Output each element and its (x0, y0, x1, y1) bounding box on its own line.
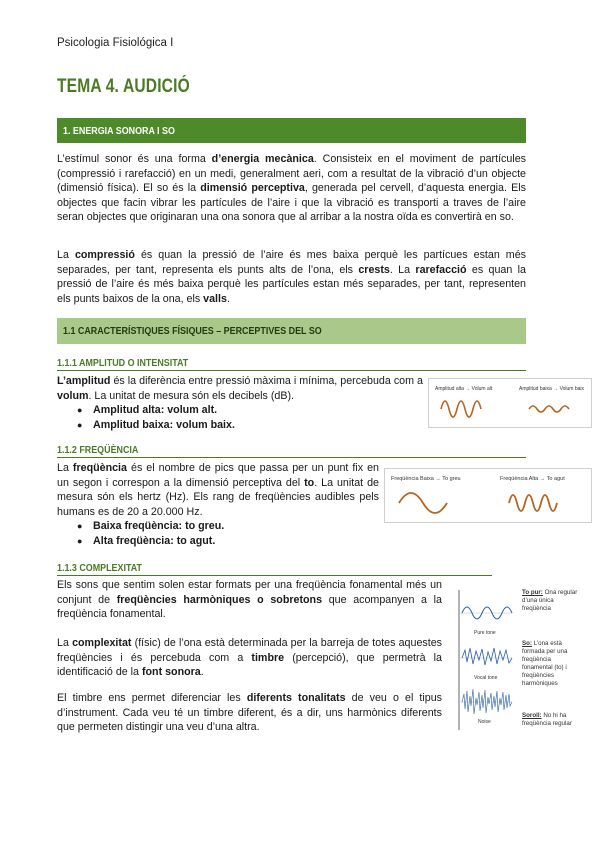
emphasis-text: Baixa freqüència: to greu (93, 520, 222, 532)
text-run: La (57, 249, 75, 261)
text-run: . (221, 520, 225, 532)
emphasis-text: freqüència (72, 462, 127, 474)
emphasis-text: font sonora (141, 666, 201, 678)
text-run: Els sons que sentim solen estar formats per una freqüència fonamental més un conjunt de (57, 579, 442, 606)
figure-label: Amplitud alta → Volum alt (435, 386, 493, 392)
emphasis-text: valls (203, 292, 227, 305)
note-so (522, 640, 582, 688)
text-run: de veu o el tipus d’instrument. Cada veu té un timbre diferent, és a dir, uns harmònics diferents que permeten distingir una veu d’una altra. (57, 692, 442, 733)
note-to-pur (522, 589, 582, 613)
note-text: L’ona està formada per una freqüència fonamental (to) i freqüències harmòniques (522, 640, 568, 687)
note-title: To pur: (522, 589, 543, 596)
text-run: La (57, 462, 73, 474)
text-run: . (200, 666, 204, 678)
figure-label: Freqüència Alta → To agut (500, 476, 565, 482)
emphasis-text: crests (358, 263, 390, 276)
emphasis-text: complexitat (72, 637, 132, 649)
text-run: (percepció), que permetrà la identificació de la (57, 651, 442, 678)
list-item: ● Amplitud alta: volum alt. (57, 403, 423, 418)
text-run: El timbre ens permet diferenciar les (57, 692, 247, 704)
wave-low-frequency-icon (397, 489, 477, 517)
page-title: TEMA 4. AUDICIÓ (57, 76, 190, 97)
text-run: , generada pel cervell, d’aquesta energia. Els objectes que facin vibrar les partícules de l’aire i que la vibració es transporti a traves de l’aire seran objectes que originaran una ona sonora que al arribar a la nostra oïda es convertirà en so. (57, 182, 526, 223)
section-heading-text: 1. ENERGIA SONORA I SO (63, 124, 175, 137)
emphasis-text: compressió (74, 249, 135, 261)
text-run: és el nombre de pics que passa per un punt fix en un segon i correspon a la dimensió perceptiva del (57, 462, 380, 489)
text-run: es quan la pressió de l’aire és més baixa perquè les partícules estan més separades, per tant, representen els punts baixos de la ona, els (57, 263, 526, 305)
note-soroll (522, 712, 582, 728)
emphasis-text: to (304, 476, 315, 489)
text-run: . La unitat de mesura són els hertz (Hz). Els rang de freqüències audibles pels humans es de 20 a 20.000 Hz. (57, 476, 379, 518)
timbre-waves-icon (456, 588, 516, 732)
section-heading-energia (57, 118, 526, 143)
note-title: So: (522, 640, 532, 647)
text-run: (físic) de l’ona està determinada per la barreja de totes aquestes freqüències i és percebuda com a (57, 637, 442, 664)
subheading-text: 1.1.2 FREQÜÈNCIA (57, 444, 139, 456)
emphasis-text: dimensió perceptiva (200, 182, 305, 194)
paragraph-complexitat-2 (57, 636, 442, 680)
emphasis-text: rarefacció (415, 263, 467, 276)
emphasis-text: freqüències harmòniques o sobretons (116, 593, 323, 606)
wave-low-amplitude-icon (527, 401, 587, 417)
text-run: . Consisteix en el moviment de partícules (compressió i rarefacció) en un medi, generalment aeri, com a resultat de la vibració d’un objecte (dimensió física). El so és la (57, 153, 526, 194)
figure-label: Vocal tone (474, 675, 498, 681)
section-heading-caracteristiques (57, 318, 526, 344)
wave-high-amplitude-icon (439, 395, 499, 423)
list-amplitud (57, 403, 423, 432)
emphasis-text: Alta freqüència: to agut (93, 534, 213, 547)
text-run: és quan la pressió de l’aire és mes baixa perquè les partícues estan més separades, per tant, representa els punts alts de l’ona, els (57, 249, 526, 276)
text-run: . La (389, 263, 416, 276)
figure-label: Amplitud baixa → Volum baix (519, 386, 585, 392)
list-item (57, 534, 379, 549)
text-run: La (57, 637, 73, 649)
figure-label: Noise (478, 719, 491, 725)
section-heading-text: 1.1 CARACTERÍSTIQUES FÍSIQUES – PERCEPTIVES DEL SO (63, 325, 322, 337)
subheading-complexitat (57, 561, 492, 576)
text-run: . (226, 292, 230, 305)
note-text: Ona regular d’una única freqüència (522, 589, 578, 612)
note-title: Soroll: (522, 712, 542, 719)
note-text: No hi ha freqüència regular (522, 712, 572, 727)
subheading-frequencia (57, 443, 526, 458)
emphasis-text: timbre (251, 651, 285, 664)
paragraph-complexitat-3 (57, 691, 442, 735)
figure-label: Pure tone (474, 630, 496, 636)
text-run: . (212, 534, 216, 547)
paragraph-energia (57, 152, 526, 225)
paragraph-amplitud (57, 374, 423, 403)
emphasis-text: L’amplitud (57, 375, 111, 387)
text-run: és la diferència entre pressió màxima i mínima, percebuda com a (110, 375, 423, 387)
figure-label: Freqüència Baixa → To greu (391, 476, 461, 482)
amplitude-figure (428, 378, 592, 428)
frequency-figure (384, 468, 592, 523)
course-header: Psicologia Fisiológica I (57, 37, 174, 49)
wave-high-frequency-icon (507, 489, 587, 517)
subheading-amplitud (57, 356, 526, 371)
paragraph-frequencia (57, 461, 379, 519)
list-frequencia (57, 519, 379, 548)
emphasis-text: diferents tonalitats (246, 692, 346, 704)
subheading-text: 1.1.3 COMPLEXITAT (57, 562, 142, 574)
text-run: L’estímul sonor és una forma (57, 153, 212, 165)
paragraph-compressio (57, 248, 526, 306)
subheading-text: 1.1.1 AMPLITUD O INTENSITAT (57, 357, 189, 369)
text-run: . La unitat de mesura són els decibels (dB). (88, 389, 295, 402)
emphasis-text: volum (57, 389, 89, 402)
paragraph-complexitat-1 (57, 578, 442, 622)
emphasis-text: d’energia mecànica (211, 153, 314, 165)
list-item: ● Amplitud baixa: volum baix. (57, 418, 423, 433)
timbre-figure (456, 588, 516, 732)
text-run: que acompanyen a la freqüència fonamental. (57, 593, 442, 620)
list-item (57, 519, 379, 534)
